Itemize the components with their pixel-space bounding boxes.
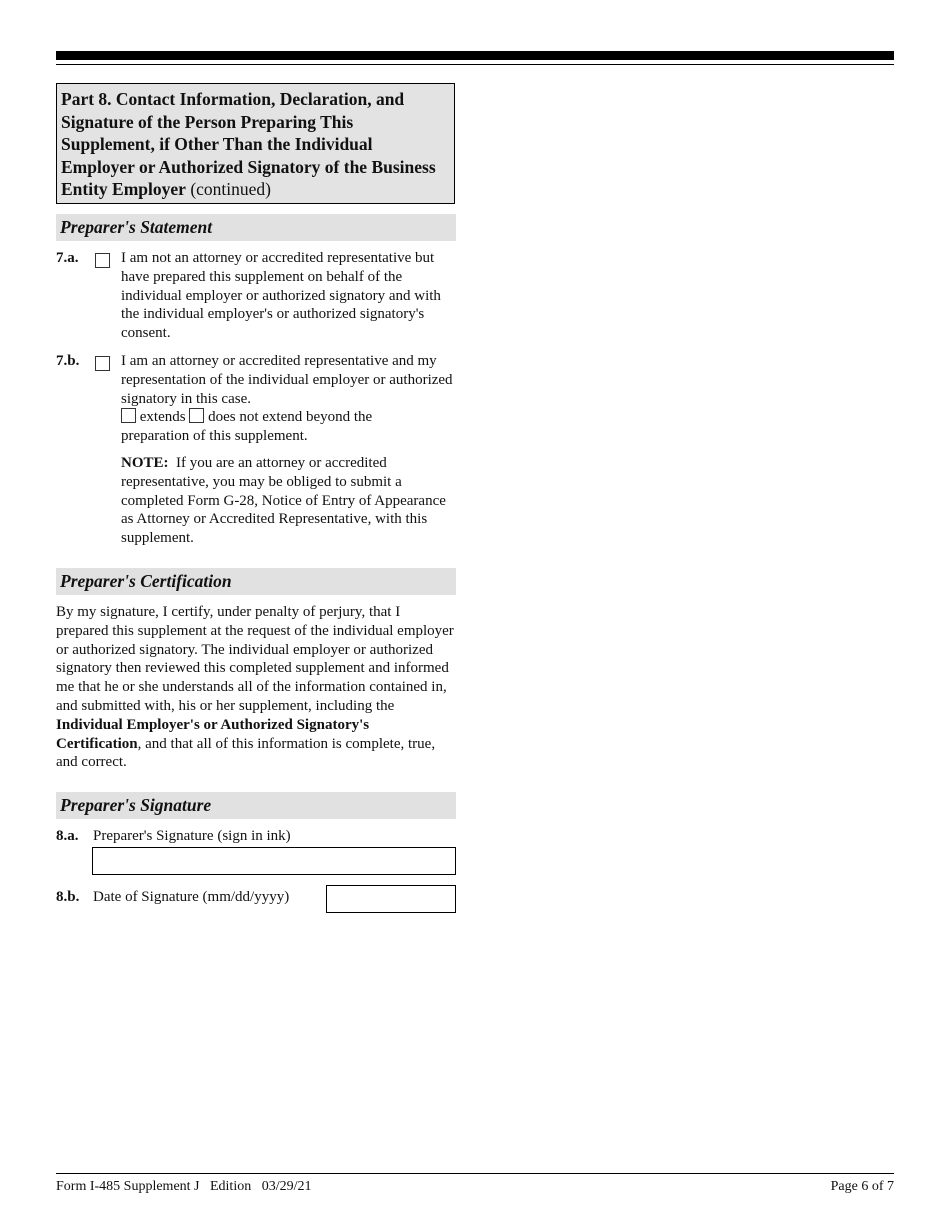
item-7b-extend-options <box>121 408 457 427</box>
preparer-signature-field[interactable] <box>92 847 456 875</box>
item-7b-block <box>121 352 457 446</box>
label-extends: extends <box>139 409 186 426</box>
date-of-signature-field[interactable] <box>326 885 456 913</box>
certification-text-part-1: By my signature, I certify, under penalty of perjury, that I prepared this supplement at the request of the individual employer or authorized signatory. The individual employer or authorized signatory then reviewed this completed supplement and informed me that he or she understands all of the information contained in, and submitted with, his or her supplement, including the <box>56 604 454 714</box>
item-number-7a: 7.a. <box>56 250 79 266</box>
header-rule-thin <box>56 64 894 65</box>
item-number-8b: 8.b. <box>56 889 80 905</box>
date-of-signature-input[interactable] <box>327 886 455 912</box>
label-preparer-signature: Preparer's Signature (sign in ink) <box>93 828 291 844</box>
checkbox-7a[interactable] <box>95 253 110 268</box>
part-8-heading <box>56 83 455 204</box>
label-date-of-signature: Date of Signature (mm/dd/yyyy) <box>93 889 290 905</box>
item-number-7b: 7.b. <box>56 353 80 369</box>
part-8-continued: (continued) <box>185 179 271 200</box>
label-does-not-extend: does not extend beyond the <box>208 409 373 426</box>
footer-rule <box>56 1173 894 1174</box>
section-heading-preparers-signature: Preparer's Signature <box>56 792 456 819</box>
certification-text-bold: Individual Employer's or Authorized Signatory's Certification <box>56 716 370 752</box>
item-number-8a: 8.a. <box>56 828 79 844</box>
section-heading-preparers-statement: Preparer's Statement <box>56 214 456 241</box>
footer-page-number: Page 6 of 7 <box>830 1179 894 1194</box>
note-label: NOTE: <box>121 455 169 471</box>
checkbox-does-not-extend[interactable] <box>189 408 204 423</box>
header-rule-thick <box>56 51 894 60</box>
checkbox-7b[interactable] <box>95 356 110 371</box>
checkbox-extends[interactable] <box>121 408 136 423</box>
footer-form-edition: Form I-485 Supplement J Edition 03/29/21 <box>56 1179 312 1194</box>
part-8-title: Part 8. Contact Information, Declaration, and Signature of the Person Preparing This Supplement, if Other Than the Individual Employer or Authorized Signatory of the Business Entity Employer <box>61 89 436 200</box>
note-block <box>121 454 457 548</box>
certification-text-part-2: , and that all of this information is complete, true, and correct. <box>56 735 436 771</box>
note-text: If you are an attorney or accredited representative, you may be obliged to submit a completed Form G-28, Notice of Entry of Appearance as Attorney or Accredited Representative, with this supplement. <box>121 455 446 547</box>
section-heading-preparers-certification: Preparer's Certification <box>56 568 456 595</box>
item-7b-text: I am an attorney or accredited representative and my representation of the individual employer or authorized signatory in this case. <box>121 353 453 407</box>
item-7a-text: I am not an attorney or accredited representative but have prepared this supplement on behalf of the individual employer or authorized signatory and with the individual employer's or authorized signatory's consent. <box>121 250 441 342</box>
item-7b-tail: preparation of this supplement. <box>121 428 308 445</box>
certification-text <box>56 603 454 772</box>
preparer-signature-input[interactable] <box>93 848 455 874</box>
